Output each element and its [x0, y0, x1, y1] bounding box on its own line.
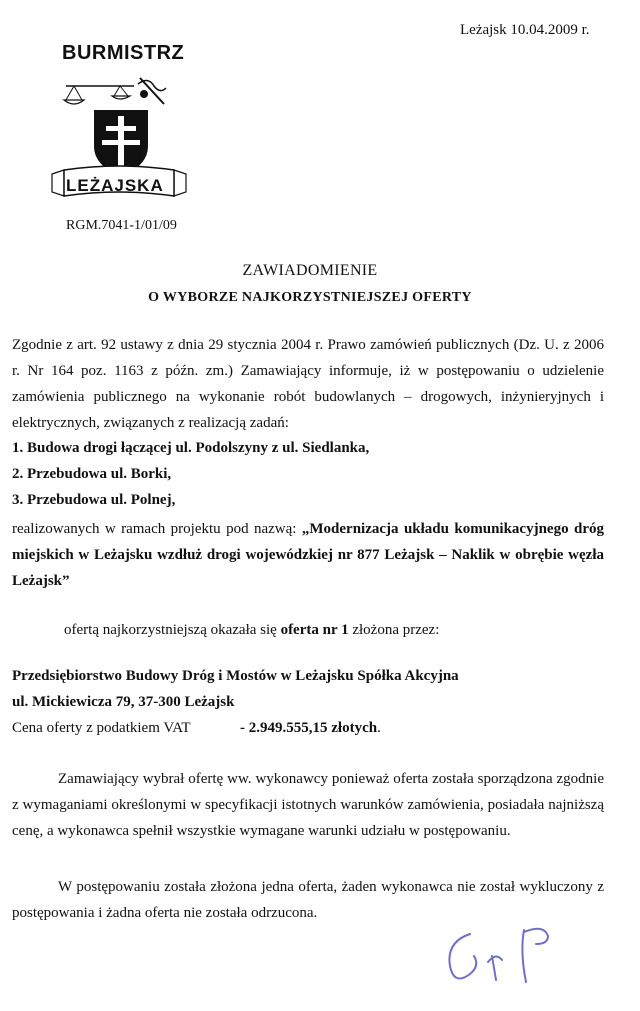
price-row — [240, 720, 381, 737]
contractor-address: ul. Mickiewicza 79, 37-300 Leżajsk — [12, 694, 235, 710]
task-item-3: 3. Przebudowa ul. Polnej, — [12, 492, 176, 508]
document-title: ZAWIADOMIENIE — [242, 262, 378, 279]
price-label: Cena oferty z podatkiem VAT — [12, 720, 191, 736]
project-lead: realizowanych w ramach projektu pod nazwą: — [12, 521, 297, 537]
reference-number: RGM.7041-1/01/09 — [66, 218, 177, 233]
task-item-1: 1. Budowa drogi łączącej ul. Podolszyny z ul. Siedlanka, — [12, 440, 370, 456]
justification-paragraph: Zamawiający wybrał ofertę ww. wykonawcy ponieważ oferta została sporządzona zgodnie z wymaganiami określonymi w specyfikacji istotnych warunków zamówienia, posiadała najniższą cenę, a wykonawca spełnił wszystkie wymagane warunki udziału w postępowaniu. — [12, 771, 604, 839]
price-dot: . — [377, 720, 381, 736]
task-item-2: 2. Przebudowa ul. Borki, — [12, 466, 172, 482]
handwritten-signature — [440, 922, 570, 997]
municipal-crest — [44, 34, 194, 210]
contractor-name: Przedsiębiorstwo Budowy Dróg i Mostów w Leżajsku Spółka Akcyjna — [12, 668, 459, 684]
closing-paragraph: W postępowaniu została złożona jedna oferta, żaden wykonawca nie został wykluczony z postępowania i żadna oferta nie została odrzucona. — [12, 879, 604, 921]
offer-number: oferta nr 1 — [280, 622, 349, 638]
offer-prefix: ofertą najkorzystniejszą okazała się — [64, 622, 277, 638]
project-name: „Modernizacja układu komunikacyjnego dróg miejskich w Leżajsku wzdłuż drogi wojewódzkiej nr 877 Leżajsk – Naklik w obrębie węzła Leżajsk” — [12, 521, 604, 589]
signature-icon — [440, 922, 570, 992]
document-date: Leżajsk 10.04.2009 r. — [460, 22, 590, 38]
document-subtitle: O WYBORZE NAJKORZYSTNIEJSZEJ OFERTY — [148, 290, 472, 305]
project-paragraph — [12, 516, 604, 594]
crest-bottom-text: LEŻAJSKA — [66, 176, 164, 195]
price-value: - 2.949.555,15 złotych — [240, 720, 378, 736]
intro-paragraph: Zgodnie z art. 92 ustawy z dnia 29 stycznia 2004 r. Prawo zamówień publicznych (Dz. U. z 2006 r. Nr 164 poz. 1163 z późn. zm.) Zamawiający informuje, iż w postępowaniu o udzielenie zamówienia publicznego na wykonanie robót budowlanych – drogowych, inżynieryjnych i elektrycznych, związanych z realizacją zadań: — [12, 337, 604, 431]
offer-suffix: złożona przez: — [352, 622, 440, 638]
offer-line — [64, 622, 439, 639]
crest-top-text: BURMISTRZ — [62, 42, 185, 64]
